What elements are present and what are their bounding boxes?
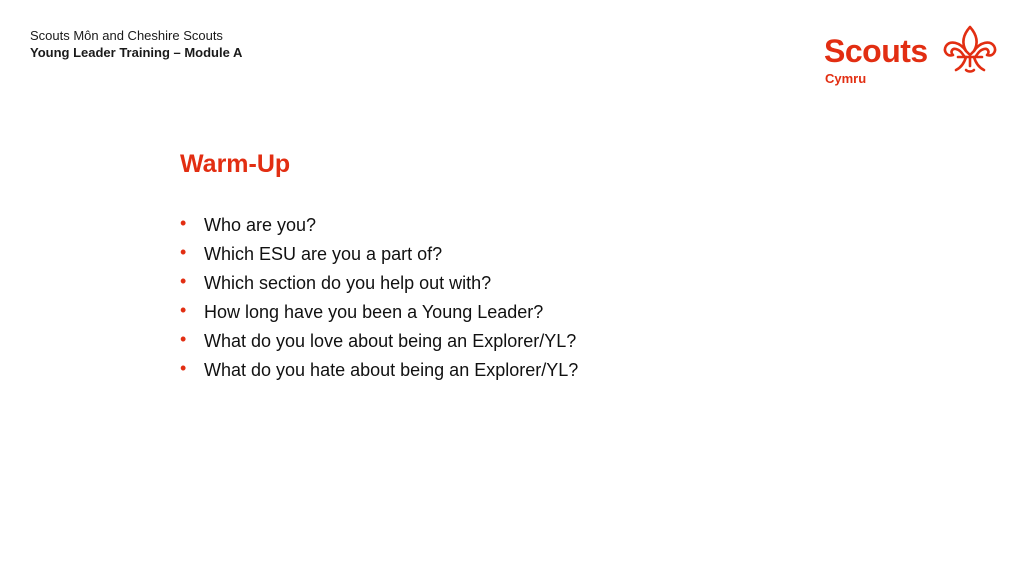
list-item-text: What do you love about being an Explorer/YL? (204, 331, 577, 351)
slide-header (30, 27, 242, 61)
list-item (180, 356, 578, 385)
list-item (180, 298, 578, 327)
bullet-icon: • (180, 213, 187, 233)
list-item-text: Who are you? (204, 215, 317, 235)
logo-wordmark: Scouts (824, 33, 928, 69)
list-item (180, 327, 578, 356)
bullet-icon: • (180, 242, 187, 262)
list-item (180, 240, 578, 269)
scouts-cymru-logo (824, 24, 1004, 90)
list-item (180, 269, 578, 298)
list-item-text: How long have you been a Young Leader? (204, 302, 544, 322)
logo-subtitle: Cymru (825, 71, 867, 86)
bullet-icon: • (180, 358, 187, 378)
bullet-icon: • (180, 329, 187, 349)
list-item-text: Which section do you help out with? (204, 273, 492, 293)
bullet-icon: • (180, 271, 187, 291)
list-item (180, 211, 578, 240)
course-title: Young Leader Training – Module A (30, 45, 243, 60)
bullet-icon: • (180, 300, 187, 320)
bullet-list (180, 211, 578, 385)
list-item-text: What do you hate about being an Explorer/YL? (204, 360, 579, 380)
organisation-name: Scouts Môn and Cheshire Scouts (30, 28, 223, 43)
fleur-de-lis-icon (942, 24, 998, 76)
slide-title: Warm-Up (180, 150, 291, 178)
list-item-text: Which ESU are you a part of? (204, 244, 443, 264)
